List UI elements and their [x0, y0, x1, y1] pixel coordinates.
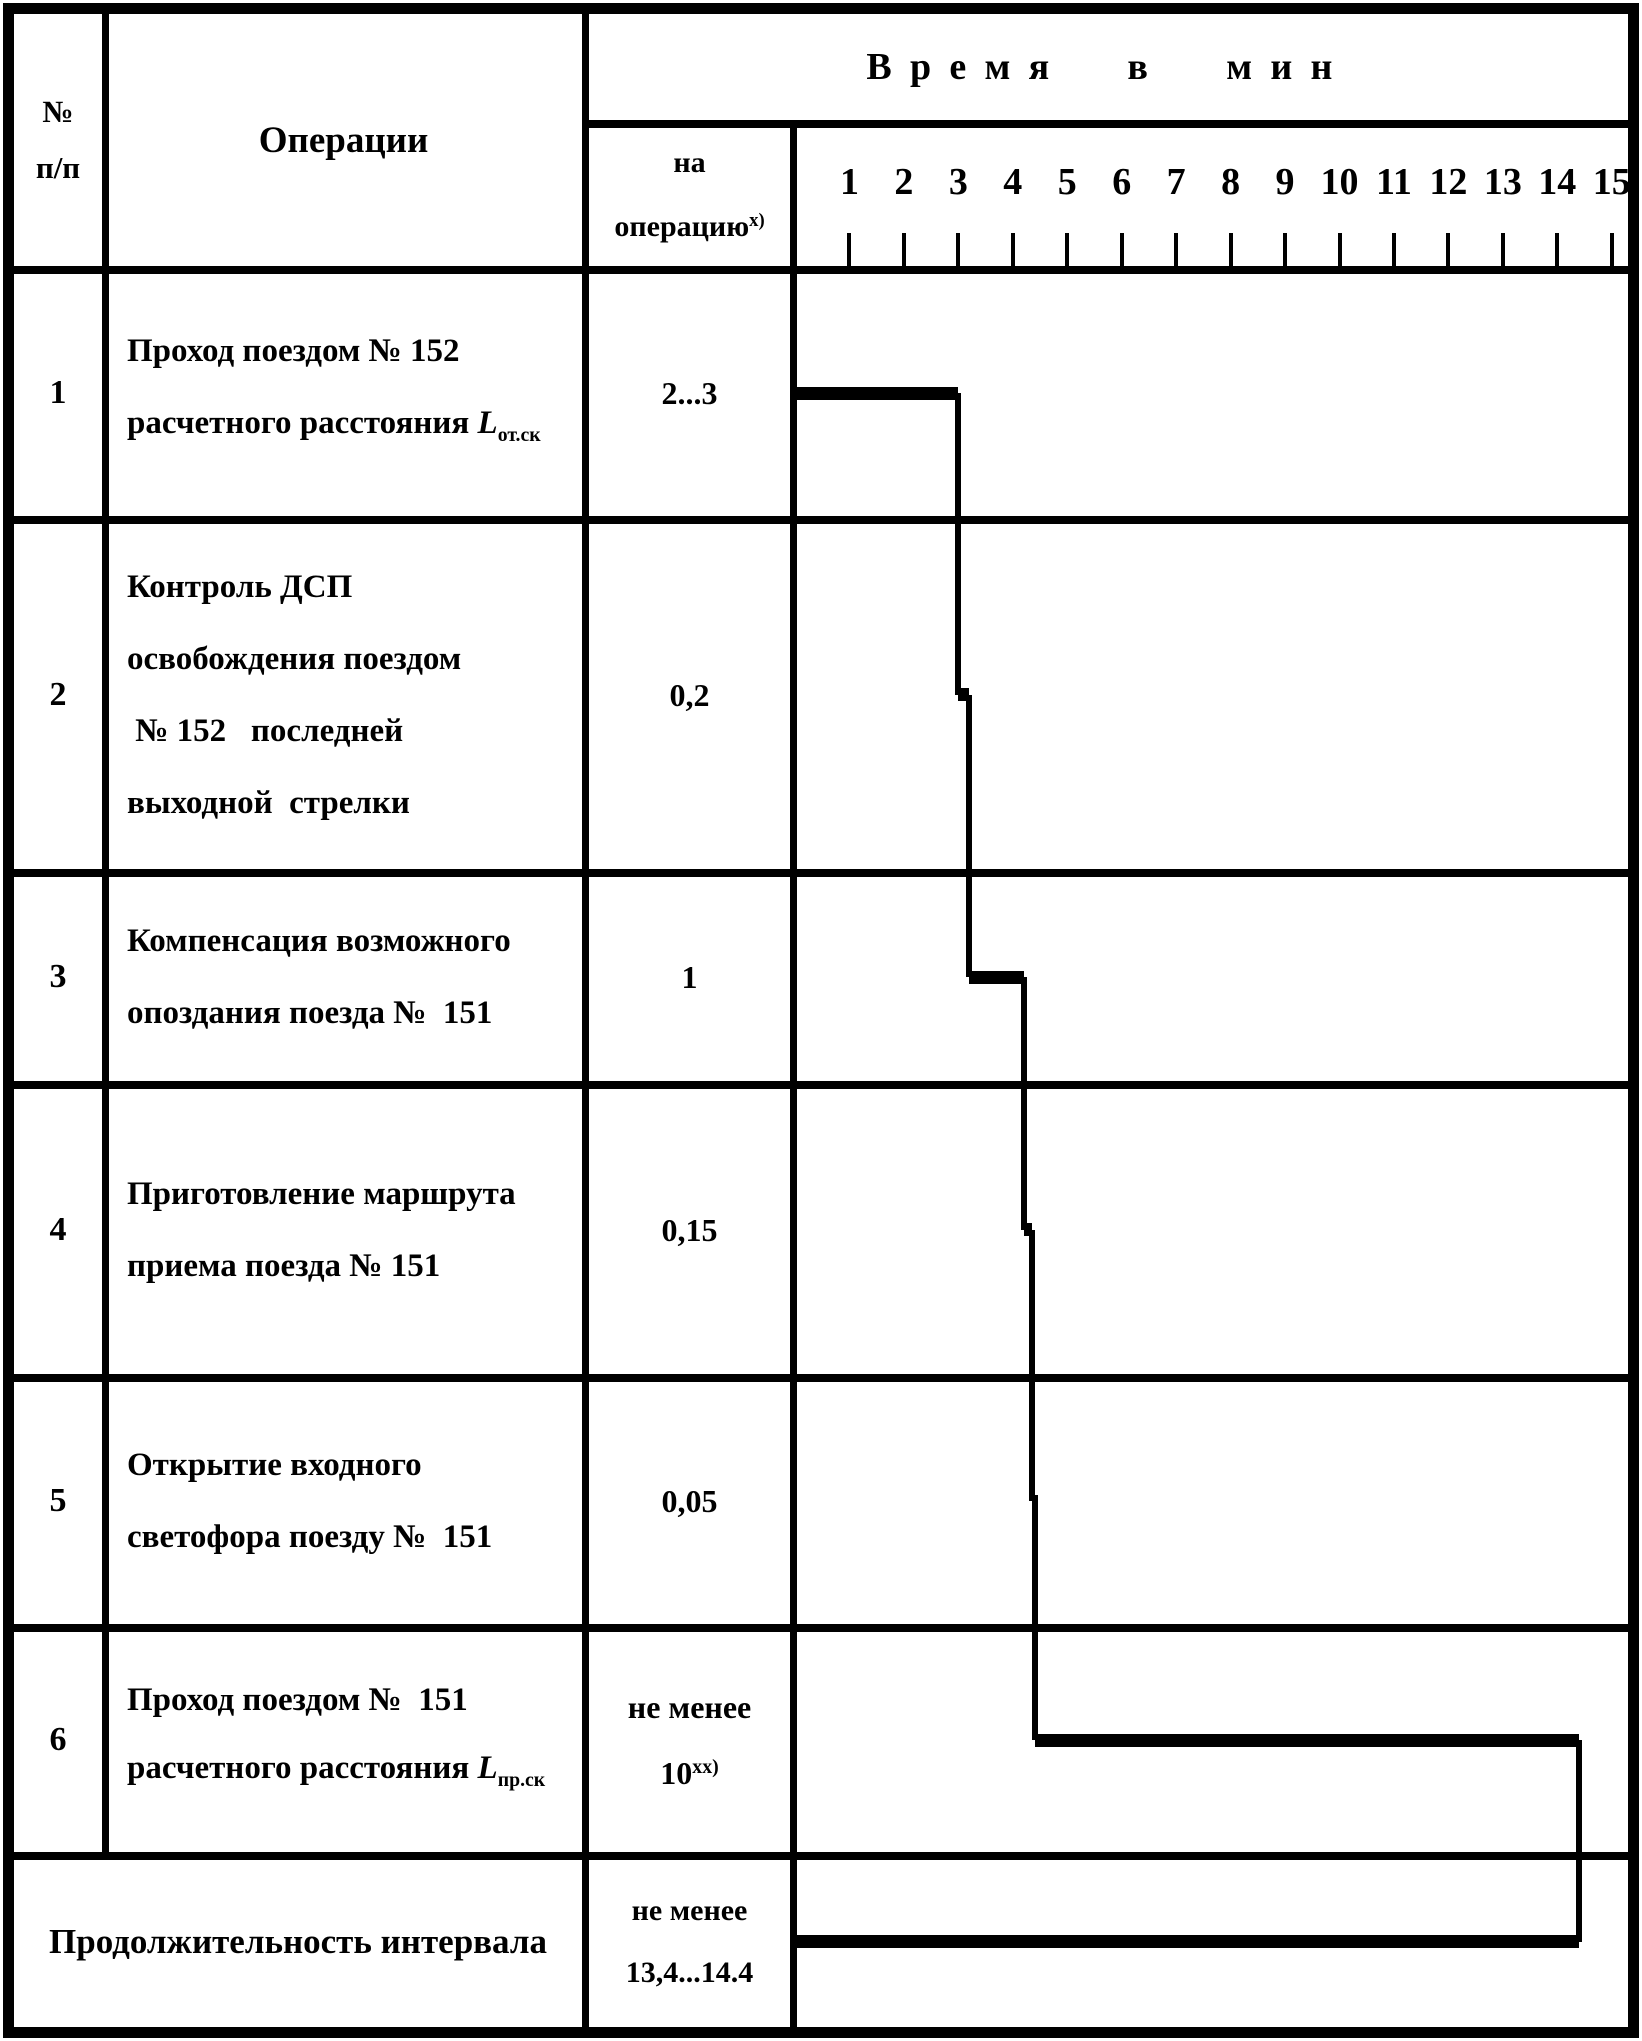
- row-4-operation: [105, 1085, 582, 1374]
- operation-line: Проход поездом № 151: [127, 1682, 468, 1719]
- operation-line: Открытие входного: [127, 1447, 422, 1483]
- row-6-operation: [105, 1628, 582, 1852]
- axis-tick: [1065, 233, 1069, 266]
- operation-line: [127, 1734, 545, 1814]
- operation-text: расчетного расстояния: [127, 405, 478, 442]
- axis-tick-label: 15: [1592, 161, 1631, 203]
- per-operation-line2: [614, 192, 764, 256]
- axis-tick: [847, 233, 851, 266]
- axis-tick: [1120, 233, 1124, 266]
- gantt-bar-op-3: [969, 971, 1023, 984]
- axis-tick-label: 6: [1112, 161, 1132, 203]
- row-2-number: [14, 520, 102, 869]
- header-time-axis-title: [589, 14, 1628, 120]
- row-number-value: 4: [49, 1210, 67, 1248]
- axis-tick: [1610, 233, 1614, 266]
- row-number-value: 5: [49, 1482, 67, 1519]
- axis-tick-label: 12: [1429, 161, 1468, 203]
- row-number-value: 3: [49, 958, 67, 995]
- row-5-number: [14, 1378, 102, 1624]
- axis-tick: [1174, 233, 1178, 266]
- axis-tick-label: 13: [1483, 161, 1522, 203]
- axis-tick: [1392, 233, 1396, 266]
- distance-subscript: пр.ск: [497, 1768, 546, 1791]
- operation-line: Приготовление маршрута: [127, 1175, 516, 1212]
- row-number-value: 1: [49, 374, 67, 411]
- operation-line: Контроль ДСП: [127, 568, 353, 605]
- header-row-number: [14, 14, 102, 266]
- axis-tick-label: 5: [1057, 161, 1077, 203]
- row-number-value: 2: [49, 675, 67, 713]
- header-num-line1: №: [42, 94, 74, 129]
- grid-line: [582, 14, 589, 2027]
- interval-qualifier: не менее: [631, 1893, 748, 1927]
- row-1-operation: [105, 270, 582, 516]
- per-operation-line1: на: [673, 145, 706, 179]
- distance-symbol: L: [477, 405, 498, 442]
- operation-line: приема поезда № 151: [127, 1247, 441, 1284]
- gantt-connector: [955, 393, 961, 695]
- interval-label-text: Продолжительность интервала: [49, 1921, 547, 1961]
- row-5-operation: [105, 1378, 582, 1624]
- duration-value: 10: [660, 1754, 693, 1791]
- gantt-connector: [1021, 977, 1027, 1230]
- row-6-number: [14, 1628, 102, 1852]
- axis-tick: [1283, 233, 1287, 266]
- axis-tick-label: 2: [894, 161, 914, 203]
- gantt-connector: [1576, 1740, 1582, 1942]
- axis-tick-label: 8: [1221, 161, 1241, 203]
- axis-tick: [1011, 233, 1015, 266]
- gantt-bar-op-1: [795, 387, 958, 400]
- axis-tick-label: 14: [1538, 161, 1577, 203]
- gantt-bar-op-6: [1035, 1734, 1580, 1747]
- header-operations-label: Операции: [258, 119, 429, 161]
- axis-tick: [1501, 233, 1505, 266]
- footer-interval-duration: [589, 1856, 790, 2027]
- operation-line: № 152 последней: [127, 712, 404, 749]
- axis-tick: [1338, 233, 1342, 266]
- operation-line: освобождения поездом: [127, 640, 462, 677]
- operation-line: Проход поездом № 152: [127, 333, 460, 370]
- axis-tick: [1446, 233, 1450, 266]
- duration-value-line: [660, 1737, 718, 1803]
- operation-line: [127, 387, 541, 471]
- duration-qualifier: не менее: [627, 1689, 752, 1726]
- axis-tick-label: 3: [948, 161, 968, 203]
- axis-tick: [1555, 233, 1559, 266]
- axis-tick-label: 4: [1003, 161, 1023, 203]
- gantt-connector: [1029, 1230, 1035, 1502]
- operation-line: светофора поезду № 151: [127, 1519, 493, 1555]
- axis-tick-label: 11: [1375, 161, 1412, 203]
- distance-subscript: от.ск: [497, 423, 541, 446]
- axis-tick-label: 9: [1275, 161, 1295, 203]
- row-4-number: [14, 1085, 102, 1374]
- row-3-operation: [105, 873, 582, 1081]
- footnote-marker-xx: хх): [692, 1756, 719, 1779]
- axis-tick-label: 7: [1166, 161, 1186, 203]
- header-per-operation: [589, 124, 790, 266]
- operation-line: опоздания поезда № 151: [127, 995, 493, 1031]
- interval-value: 13,4...14.4: [625, 1955, 754, 1989]
- row-3-number: [14, 873, 102, 1081]
- row-5-duration: [589, 1378, 790, 1624]
- footnote-marker-x: х): [749, 209, 765, 231]
- gantt-connector: [1032, 1501, 1038, 1740]
- distance-symbol: L: [477, 1750, 498, 1787]
- duration-value: 2...3: [661, 375, 718, 411]
- header-num-line2: п/п: [35, 150, 81, 185]
- row-number-value: 6: [49, 1721, 67, 1758]
- row-3-duration: [589, 873, 790, 1081]
- duration-value: 1: [681, 959, 698, 995]
- grid-line: [790, 120, 797, 2027]
- row-4-duration: [589, 1085, 790, 1374]
- row-1-number: [14, 270, 102, 516]
- footer-interval-label: [14, 1856, 582, 2027]
- axis-tick: [902, 233, 906, 266]
- operation-line: выходной стрелки: [127, 784, 410, 821]
- header-operations: [105, 14, 582, 266]
- row-2-duration: [589, 520, 790, 869]
- row-6-duration: [589, 1628, 790, 1852]
- time-axis-title: Время в мин: [866, 46, 1351, 88]
- gantt-bar-interval: [795, 1935, 1579, 1948]
- axis-tick-label: 10: [1320, 161, 1359, 203]
- axis-tick: [956, 233, 960, 266]
- row-1-duration: [589, 270, 790, 516]
- per-operation-word: операцию: [614, 210, 750, 244]
- duration-value: 0,15: [661, 1211, 718, 1248]
- operation-text: расчетного расстояния: [127, 1750, 478, 1787]
- axis-tick-label: 1: [839, 161, 859, 203]
- duration-value: 0,2: [669, 676, 710, 713]
- operation-line: Компенсация возможного: [127, 923, 511, 959]
- gantt-connector: [966, 695, 972, 978]
- axis-tick: [1229, 233, 1233, 266]
- row-2-operation: [105, 520, 582, 869]
- duration-value: 0,05: [661, 1483, 718, 1519]
